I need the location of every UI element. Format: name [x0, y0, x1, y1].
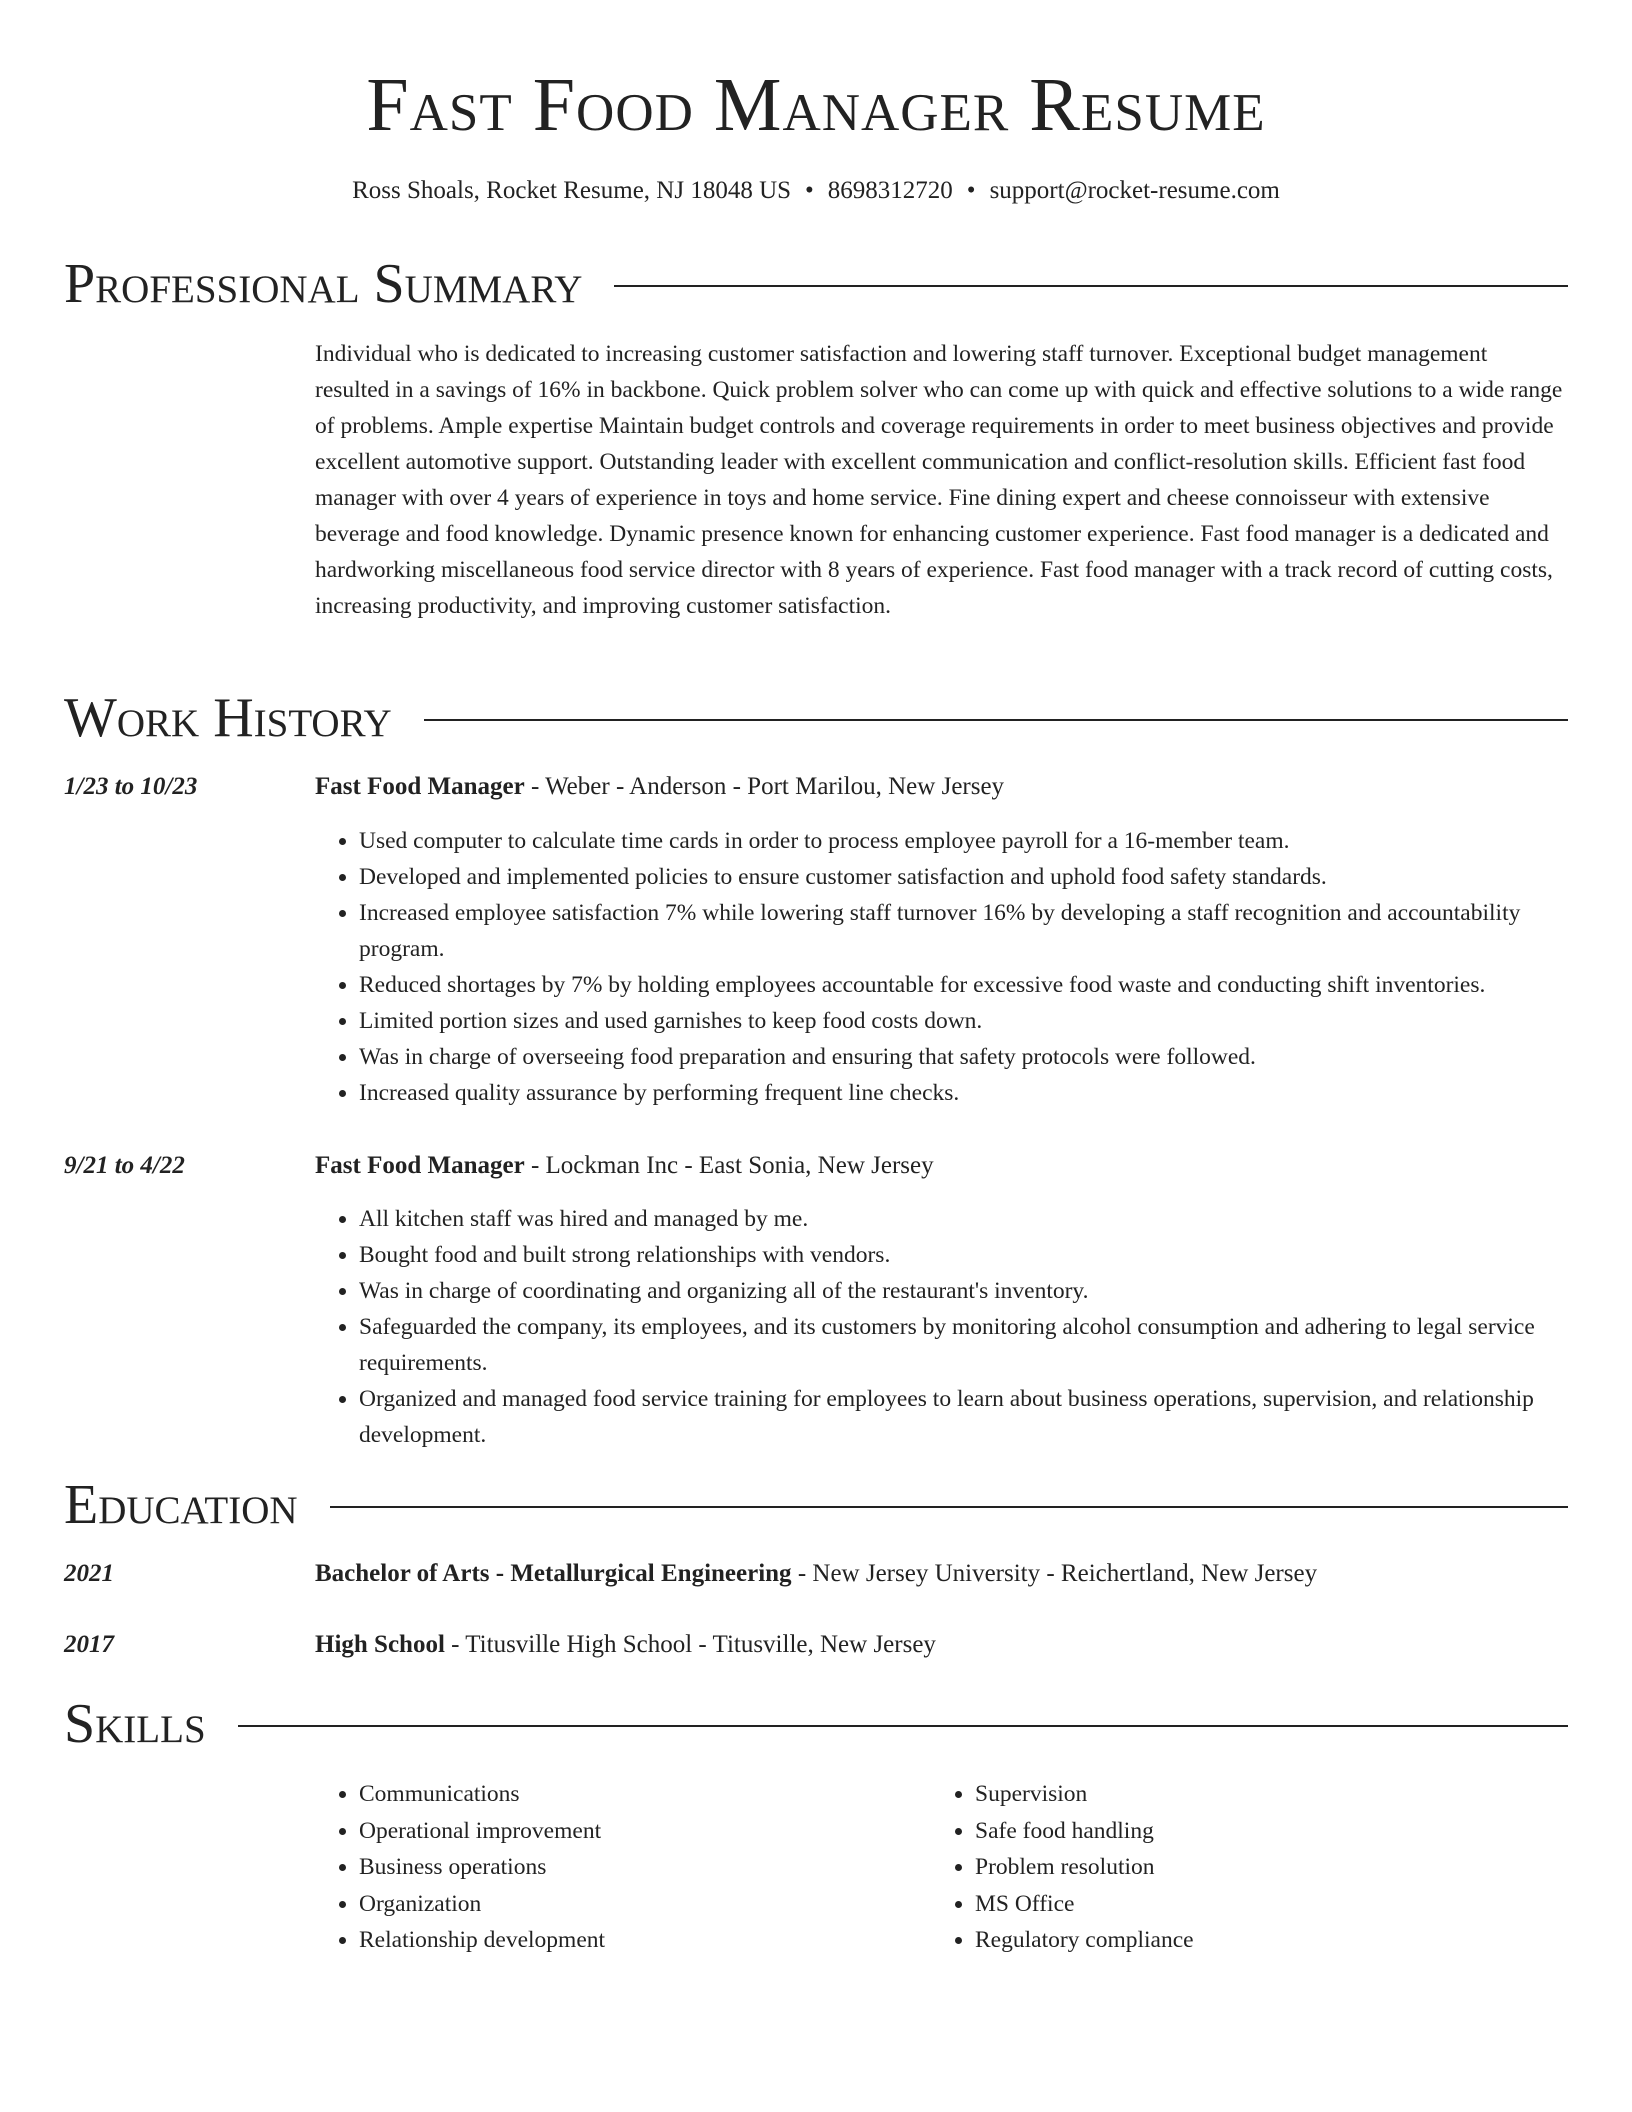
job-bullets: [315, 1201, 1567, 1453]
skill-item: • Safe food handling: [975, 1813, 1531, 1850]
section-divider: [424, 719, 1568, 721]
job-dates: 9/21 to 4/22: [64, 1152, 185, 1179]
skill-item: • Operational improvement: [359, 1813, 915, 1850]
skill-item: • Communications: [359, 1776, 915, 1813]
work-section-header: [64, 686, 1568, 750]
contact-line: [0, 174, 1632, 208]
education-details: - New Jersey University - Reichertland, New Jersey: [791, 1560, 1318, 1587]
contact-separator: •: [966, 177, 976, 204]
list-item: • Was in charge of overseeing food preparation and ensuring that safety protocols were followed.: [359, 1039, 1567, 1075]
contact-address: Ross Shoals, Rocket Resume, NJ 18048 US: [352, 177, 792, 204]
list-item: • Increased employee satisfaction 7% while lowering staff turnover 16% by developing a staff recognition and accountability program.: [359, 895, 1567, 967]
list-item: • Organized and managed food service training for employees to learn about business operations, supervision, and relationship development.: [359, 1381, 1567, 1453]
work-heading: Work History: [64, 687, 392, 749]
list-item: • Bought food and built strong relationships with vendors.: [359, 1237, 1567, 1273]
contact-phone: 8698312720: [827, 177, 953, 204]
job-title: Fast Food Manager: [315, 773, 525, 800]
education-year: 2017: [64, 1631, 114, 1658]
job-details: - Lockman Inc - East Sonia, New Jersey: [524, 1152, 934, 1179]
education-heading: Education: [64, 1474, 298, 1536]
job-header: [315, 1148, 1565, 1184]
education-section-header: [64, 1473, 1568, 1537]
section-divider: [330, 1506, 1568, 1508]
summary-heading: Professional Summary: [64, 253, 583, 315]
education-entry: [315, 1627, 1565, 1663]
summary-section-header: [64, 252, 1568, 316]
skill-item: • Supervision: [975, 1776, 1531, 1813]
skill-item: • Regulatory compliance: [975, 1922, 1531, 1959]
skill-item: • Organization: [359, 1886, 915, 1923]
skills-section-header: [64, 1692, 1568, 1756]
skill-item: • MS Office: [975, 1886, 1531, 1923]
skill-item: • Relationship development: [359, 1922, 915, 1959]
skills-list-right: [931, 1776, 1531, 1959]
list-item: • Limited portion sizes and used garnishes to keep food costs down.: [359, 1003, 1567, 1039]
list-item: • Increased quality assurance by performing frequent line checks.: [359, 1075, 1567, 1111]
skill-item: • Business operations: [359, 1849, 915, 1886]
job-title: Fast Food Manager: [315, 1152, 525, 1179]
list-item: • All kitchen staff was hired and managed by me.: [359, 1201, 1567, 1237]
job-header: [315, 769, 1565, 805]
education-degree: High School: [315, 1631, 445, 1658]
education-year: 2021: [64, 1560, 114, 1587]
list-item: • Used computer to calculate time cards in order to process employee payroll for a 16-member team.: [359, 823, 1567, 859]
skills-heading: Skills: [64, 1693, 206, 1755]
job-dates: 1/23 to 10/23: [64, 773, 198, 800]
list-item: • Was in charge of coordinating and organizing all of the restaurant's inventory.: [359, 1273, 1567, 1309]
education-details: - Titusville High School - Titusville, New Jersey: [444, 1631, 936, 1658]
contact-separator: •: [805, 177, 814, 204]
skills-list-left: [315, 1776, 915, 1959]
education-degree: Bachelor of Arts - Metallurgical Engineering: [315, 1560, 792, 1587]
job-details: - Weber - Anderson - Port Marilou, New Jersey: [524, 773, 1005, 800]
list-item: • Developed and implemented policies to ensure customer satisfaction and uphold food safety standards.: [359, 859, 1567, 895]
contact-email: support@rocket-resume.com: [989, 177, 1280, 204]
resume-title: Fast Food Manager Resume: [366, 63, 1266, 147]
job-bullets: [315, 823, 1567, 1111]
section-divider: [238, 1725, 1568, 1727]
skill-item: • Problem resolution: [975, 1849, 1531, 1886]
summary-text: Individual who is dedicated to increasing customer satisfaction and lowering staff turnover. Exceptional budget management resulted in a savings of 16% in backbone. Quick problem solver who can come up with quick and effective solutions to a wide range of problems. Ample expertise Maintain budget controls and coverage requirements in order to meet business objectives and provide excellent automotive support. Outstanding leader with excellent communication and conflict-resolution skills. Efficient fast food manager with over 4 years of experience in toys and home service. Fine dining expert and cheese connoisseur with extensive beverage and food knowledge. Dynamic presence known for enhancing customer experience. Fast food manager is a dedicated and hardworking miscellaneous food service director with 8 years of experience. Fast food manager with a track record of cutting costs, increasing productivity, and improving customer satisfaction.: [315, 341, 1563, 619]
list-item: • Reduced shortages by 7% by holding employees accountable for excessive food waste and conducting shift inventories.: [359, 967, 1567, 1003]
list-item: • Safeguarded the company, its employees, and its customers by monitoring alcohol consumption and adhering to legal service requirements.: [359, 1309, 1567, 1381]
education-entry: [315, 1556, 1565, 1592]
section-divider: [614, 285, 1568, 287]
